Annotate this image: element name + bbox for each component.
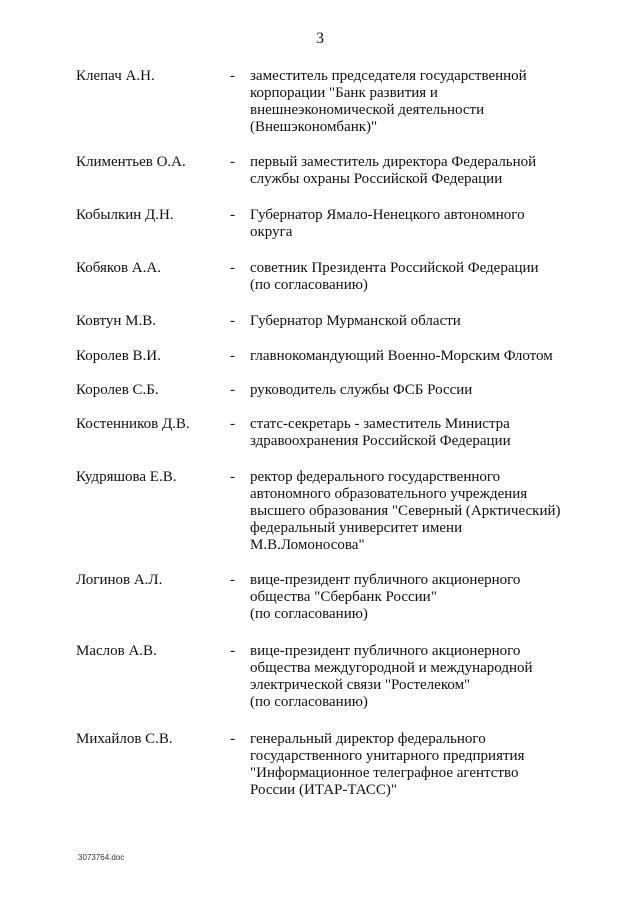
- member-name: Клепач А.Н.: [76, 68, 155, 84]
- member-position: [250, 572, 580, 623]
- separator-dash: -: [230, 313, 235, 329]
- member-position: [250, 68, 580, 136]
- position-line: высшего образования "Северный (Арктический): [250, 503, 561, 519]
- position-line: руководитель службы ФСБ России: [250, 382, 473, 398]
- position-line: (по согласованию): [250, 277, 368, 293]
- separator-dash: -: [230, 382, 235, 398]
- position-line: "Информационное телеграфное агентство: [250, 765, 519, 781]
- member-name: Королев С.Б.: [76, 382, 159, 398]
- member-position: [250, 313, 580, 330]
- page-number: 3: [316, 30, 324, 47]
- member-name: Кобылкин Д.Н.: [76, 207, 174, 223]
- member-name: Ковтун М.В.: [76, 313, 156, 329]
- member-position: [250, 416, 580, 450]
- separator-dash: -: [230, 643, 235, 659]
- position-line: главнокомандующий Военно-Морским Флотом: [250, 348, 553, 364]
- position-line: М.В.Ломоносова": [250, 537, 365, 553]
- separator-dash: -: [230, 572, 235, 588]
- position-line: электрической связи "Ростелеком": [250, 677, 471, 693]
- position-line: автономного образовательного учреждения: [250, 486, 528, 502]
- member-name: Костенников Д.В.: [76, 416, 190, 432]
- separator-dash: -: [230, 154, 235, 170]
- member-position: [250, 731, 580, 799]
- member-position: [250, 643, 580, 711]
- position-line: общества междугородной и международной: [250, 660, 533, 676]
- position-line: округа: [250, 224, 293, 240]
- position-line: Губернатор Мурманской области: [250, 313, 461, 329]
- position-line: вице-президент публичного акционерного: [250, 643, 521, 659]
- member-name: Королев В.И.: [76, 348, 161, 364]
- separator-dash: -: [230, 348, 235, 364]
- separator-dash: -: [230, 731, 235, 747]
- position-line: федеральный университет имени: [250, 520, 463, 536]
- position-line: России (ИТАР-ТАСС)": [250, 782, 398, 798]
- position-line: службы охраны Российской Федерации: [250, 171, 503, 187]
- position-line: генеральный директор федерального: [250, 731, 486, 747]
- member-position: [250, 207, 580, 241]
- position-line: статс-секретарь - заместитель Министра: [250, 416, 510, 432]
- member-name: Михайлов С.В.: [76, 731, 173, 747]
- member-name: Кудряшова Е.В.: [76, 469, 177, 485]
- position-line: заместитель председателя государственной: [250, 68, 527, 84]
- position-line: вице-президент публичного акционерного: [250, 572, 521, 588]
- separator-dash: -: [230, 260, 235, 276]
- member-name: Маслов А.В.: [76, 643, 157, 659]
- position-line: первый заместитель директора Федеральной: [250, 154, 537, 170]
- document-reference: 3073764.doc: [78, 853, 125, 862]
- separator-dash: -: [230, 207, 235, 223]
- position-line: общества "Сбербанк России": [250, 589, 437, 605]
- position-line: (по согласованию): [250, 694, 368, 710]
- position-line: советник Президента Российской Федерации: [250, 260, 539, 276]
- position-line: здравоохранения Российской Федерации: [250, 433, 511, 449]
- separator-dash: -: [230, 68, 235, 84]
- position-line: внешнеэкономической деятельности: [250, 102, 485, 118]
- position-line: (Внешэкономбанк)": [250, 119, 378, 135]
- member-position: [250, 260, 580, 294]
- position-line: государственного унитарного предприятия: [250, 748, 525, 764]
- member-position: [250, 154, 580, 188]
- position-line: Губернатор Ямало-Ненецкого автономного: [250, 207, 525, 223]
- member-name: Кобяков А.А.: [76, 260, 161, 276]
- position-line: корпорации "Банк развития и: [250, 85, 438, 101]
- position-line: (по согласованию): [250, 606, 368, 622]
- separator-dash: -: [230, 416, 235, 432]
- member-position: [250, 382, 580, 399]
- member-name: Логинов А.Л.: [76, 572, 163, 588]
- member-name: Климентьев О.А.: [76, 154, 186, 170]
- member-position: [250, 469, 580, 554]
- position-line: ректор федерального государственного: [250, 469, 501, 485]
- member-position: [250, 348, 580, 365]
- separator-dash: -: [230, 469, 235, 485]
